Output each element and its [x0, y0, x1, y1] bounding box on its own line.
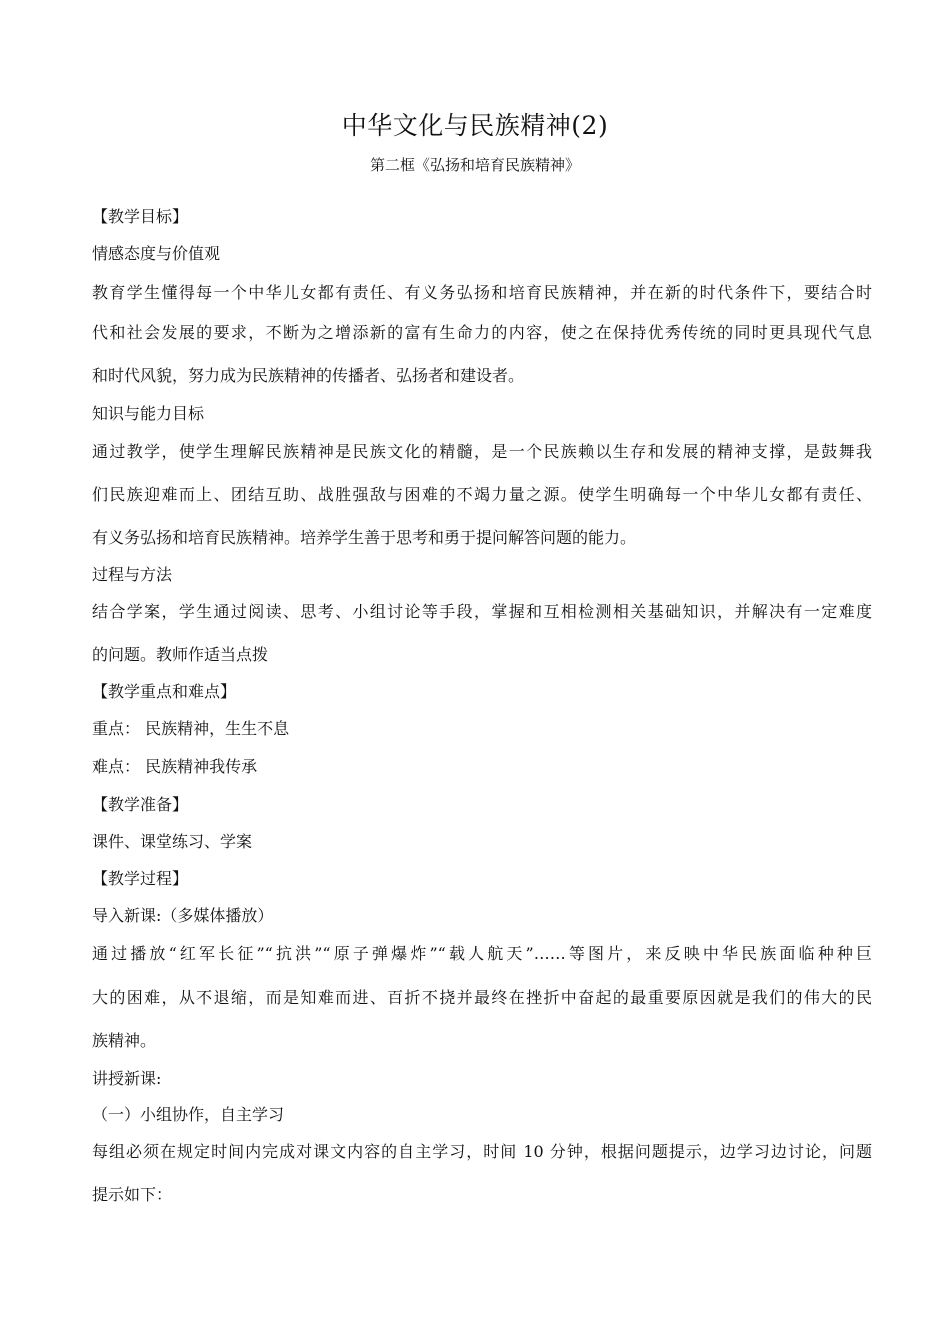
section-heading-key-points: 【教学重点和难点】 — [92, 682, 237, 701]
preparation-text: 课件、课堂练习、学案 — [92, 832, 253, 851]
page-subtitle: 第二框《弘扬和培育民族精神》 — [369, 156, 580, 174]
paragraph-line: 的问题。教师作适当点拨 — [92, 645, 269, 664]
paragraph-line: 大的困难，从不退缩，而是知难而进、百折不挠并最终在挫折中奋起的最重要原因就是我们的伟大的民 — [92, 988, 872, 1007]
section-heading-preparation: 【教学准备】 — [92, 795, 189, 814]
page-title: 中华文化与民族精神(2) — [341, 111, 609, 140]
subheading-lecture: 讲授新课: — [92, 1069, 162, 1088]
subheading-intro: 导入新课:（多媒体播放） — [92, 906, 274, 925]
section-heading-goals: 【教学目标】 — [92, 207, 189, 226]
paragraph-line: 通过播放“红军长征”“抗洪”“原子弹爆炸”“载人航天”……等图片，来反映中华民族面临种种巨 — [92, 944, 872, 963]
paragraph-line: 和时代风貌，努力成为民族精神的传播者、弘扬者和建设者。 — [92, 366, 525, 385]
section-heading-process: 【教学过程】 — [92, 869, 189, 888]
paragraph-line: 每组必须在规定时间内完成对课文内容的自主学习，时间 10 分钟，根据问题提示，边学习边讨论，问题 — [92, 1142, 872, 1161]
subheading-process: 过程与方法 — [92, 565, 173, 584]
difficult-point: 难点： 民族精神我传承 — [92, 757, 258, 776]
paragraph-line: 有义务弘扬和培育民族精神。培养学生善于思考和勇于提问解答问题的能力。 — [92, 528, 637, 547]
subheading-group: （一）小组协作，自主学习 — [92, 1105, 285, 1124]
paragraph-line: 提示如下： — [92, 1185, 173, 1204]
paragraph-line: 代和社会发展的要求，不断为之增添新的富有生命力的内容，使之在保持优秀传统的同时更具现代气息 — [92, 323, 872, 342]
paragraph-line: 们民族迎难而上、团结互助、战胜强敌与困难的不竭力量之源。使学生明确每一个中华儿女都有责任、 — [92, 485, 872, 504]
paragraph-line: 结合学案，学生通过阅读、思考、小组讨论等手段，掌握和互相检测相关基础知识，并解决有一定难度 — [92, 602, 872, 621]
paragraph-line: 通过教学，使学生理解民族精神是民族文化的精髓，是一个民族赖以生存和发展的精神支撑，是鼓舞我 — [92, 442, 872, 461]
subheading-emotion: 情感态度与价值观 — [92, 244, 221, 263]
paragraph-line: 教育学生懂得每一个中华儿女都有责任、有义务弘扬和培育民族精神，并在新的时代条件下，要结合时 — [92, 283, 872, 302]
subheading-knowledge: 知识与能力目标 — [92, 404, 205, 423]
key-point: 重点： 民族精神，生生不息 — [92, 719, 290, 738]
paragraph-line: 族精神。 — [92, 1031, 157, 1050]
